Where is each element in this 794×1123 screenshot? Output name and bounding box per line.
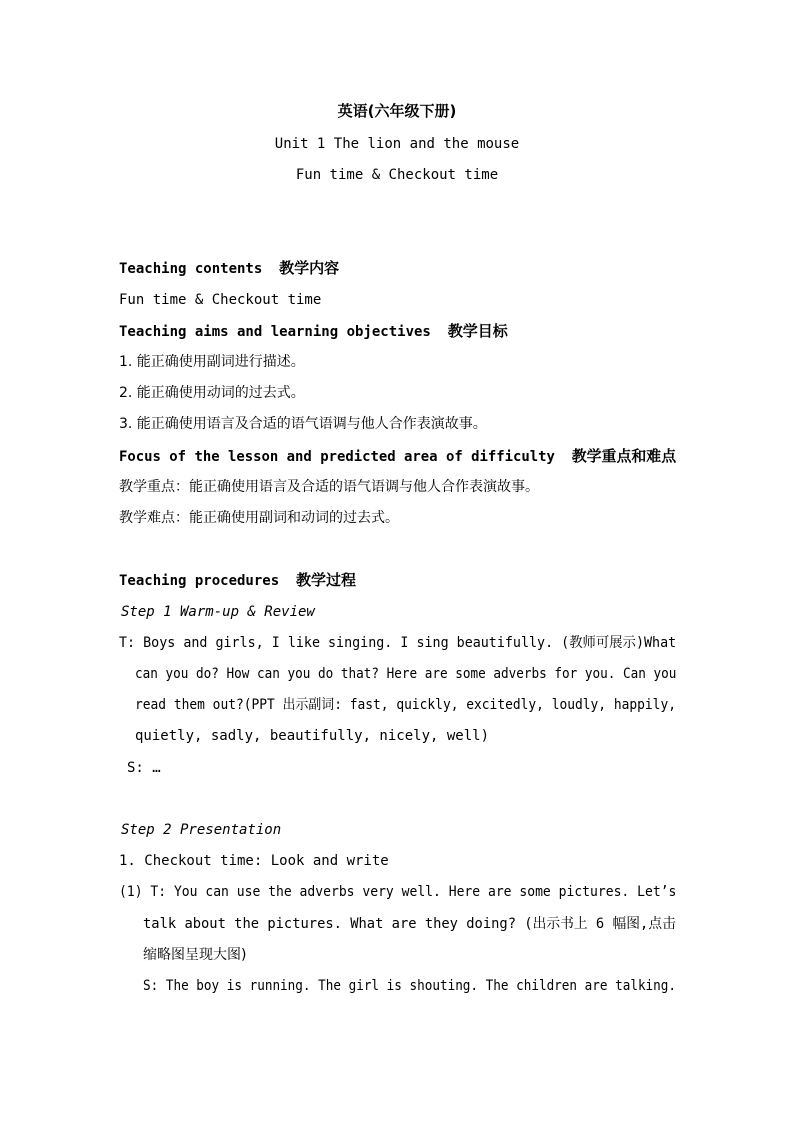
step1-line: can you do? How can you do that? Here are some adverbs for you. Can you (135, 666, 677, 682)
step2-line: 缩略图呈现大图) (143, 947, 247, 963)
focus-difficulty: 教学难点：能正确使用副词和动词的过去式。 (119, 510, 399, 526)
step2-line: talk about the pictures. What are they doing? (出示书上 6 幅图,点击 (143, 916, 676, 932)
step2-line: S: The boy is running. The girl is shouting. The children are talking. (143, 978, 677, 994)
step1-line: T: Boys and girls, I like singing. I sing beautifully. (教师可展示)What (119, 635, 677, 651)
focus-key: 教学重点：能正确使用语言及合适的语气语调与他人合作表演故事。 (119, 479, 539, 495)
aims-heading (119, 321, 508, 342)
subject-title: 英语(六年级下册) (337, 102, 457, 120)
focus-heading-cn: 教学重点和难点 (571, 447, 677, 465)
contents-body: Fun time & Checkout time (119, 292, 322, 308)
step1-line: S: … (127, 760, 161, 776)
step1-line: read them out?(PPT 出示副词: fast, quickly, excitedly, loudly, happily, (135, 697, 676, 713)
step2-title: Step 2 Presentation (121, 822, 282, 838)
step2-line: (1) T: You can use the adverbs very well. Here are some pictures. Let’s (119, 884, 677, 900)
procedures-heading-cn: 教学过程 (296, 571, 357, 589)
aims-heading-en: Teaching aims and learning objectives (119, 324, 431, 340)
contents-heading-cn: 教学内容 (279, 259, 340, 277)
step1-line: quietly, sadly, beautifully, nicely, well) (135, 728, 490, 744)
aims-heading-cn: 教学目标 (447, 322, 508, 340)
contents-heading-en: Teaching contents (119, 261, 263, 277)
contents-heading (119, 258, 339, 279)
procedures-heading-en: Teaching procedures (119, 573, 280, 589)
aims-item: 1. 能正确使用副词进行描述。 (119, 354, 305, 370)
procedures-heading (119, 570, 356, 591)
focus-heading-en: Focus of the lesson and predicted area of difficulty (119, 449, 555, 465)
lesson-title: Fun time & Checkout time (295, 167, 499, 183)
unit-title: Unit 1 The lion and the mouse (274, 136, 520, 152)
aims-item: 3. 能正确使用语言及合适的语气语调与他人合作表演故事。 (119, 416, 487, 432)
focus-heading (119, 446, 676, 467)
step1-title: Step 1 Warm-up & Review (121, 604, 315, 620)
aims-item: 2. 能正确使用动词的过去式。 (119, 385, 305, 401)
step2-item1: 1. Checkout time: Look and write (119, 853, 389, 869)
